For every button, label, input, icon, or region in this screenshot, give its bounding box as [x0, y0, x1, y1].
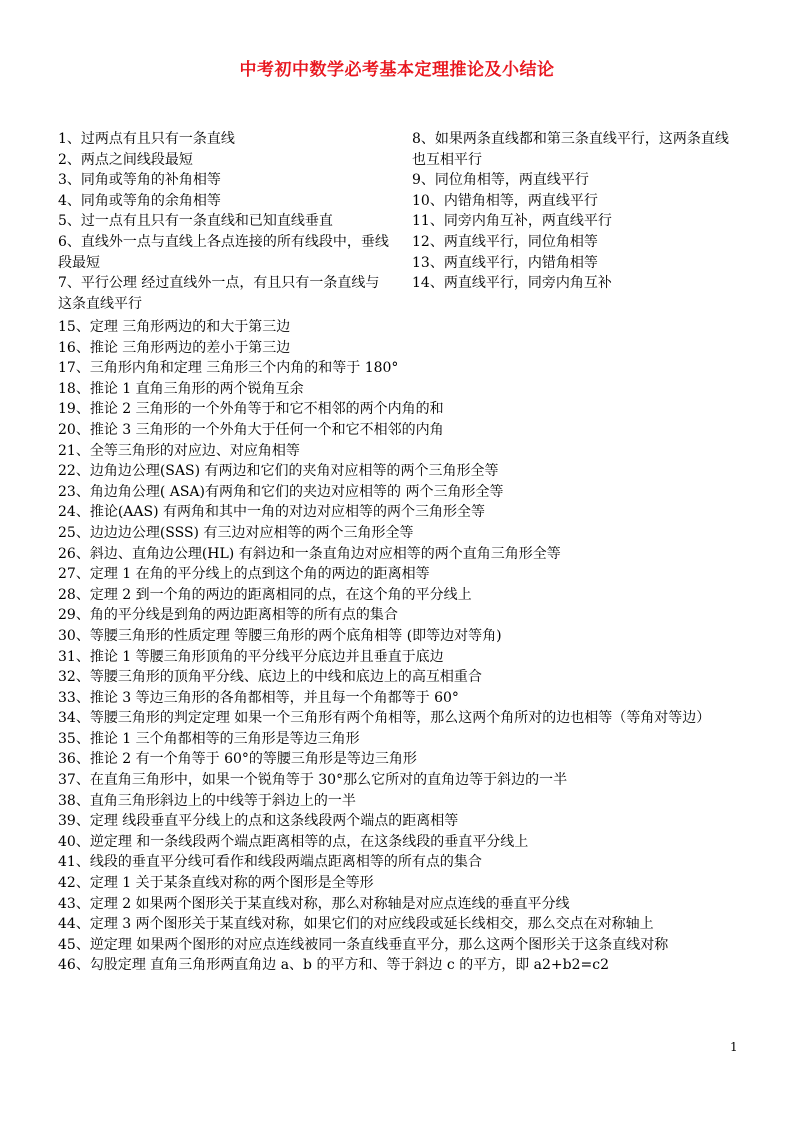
list-item: 32、等腰三角形的顶角平分线、底边上的中线和底边上的高互相重合: [58, 669, 482, 686]
list-item: 29、角的平分线是到角的两边距离相等的所有点的集合: [58, 607, 398, 624]
list-item: 2、两点之间线段最短: [58, 151, 193, 168]
left-column: [58, 129, 390, 314]
list-item: 20、推论 3 三角形的一个外角大于任何一个和它不相邻的内角: [58, 421, 444, 438]
list-item: 7、平行公理 经过直线外一点，有且只有一条直线与这条直线平行: [58, 275, 380, 312]
list-item: 1、过两点有且只有一条直线: [58, 131, 235, 147]
list-item: 38、直角三角形斜边上的中线等于斜边上的一半: [58, 792, 356, 809]
list-item: 3、同角或等角的补角相等: [58, 172, 221, 189]
page-title: 中考初中数学必考基本定理推论及小结论: [239, 60, 555, 80]
list-item: 8、如果两条直线都和第三条直线平行，这两条直线也互相平行: [412, 131, 729, 168]
list-item: 21、全等三角形的对应边、对应角相等: [58, 442, 300, 459]
list-item: 22、边角边公理(SAS) 有两边和它们的夹角对应相等的两个三角形全等: [58, 463, 499, 480]
list-item: 37、在直角三角形中，如果一个锐角等于 30°那么它所对的直角边等于斜边的一半: [58, 772, 568, 789]
theorem-list: [58, 317, 742, 976]
list-item: 13、两直线平行，内错角相等: [412, 254, 598, 271]
list-item: 46、勾股定理 直角三角形两直角边 a、b 的平方和、等于斜边 c 的平方，即 a2+b2=c2: [58, 957, 609, 974]
list-item: 40、逆定理 和一条线段两个端点距离相等的点，在这条线段的垂直平分线上: [58, 833, 529, 850]
list-item: 33、推论 3 等边三角形的各角都相等，并且每一个角都等于 60°: [58, 689, 459, 706]
right-column: [412, 129, 738, 294]
list-item: 4、同角或等角的余角相等: [58, 192, 221, 209]
list-item: 35、推论 1 三个角都相等的三角形是等边三角形: [58, 730, 360, 747]
list-item: 39、定理 线段垂直平分线上的点和这条线段两个端点的距离相等: [58, 813, 459, 830]
list-item: 17、三角形内角和定理 三角形三个内角的和等于 180°: [58, 360, 399, 377]
list-item: 12、两直线平行，同位角相等: [412, 233, 598, 250]
list-item: 28、定理 2 到一个角的两边的距离相同的点，在这个角的平分线上: [58, 586, 472, 603]
list-item: 9、同位角相等，两直线平行: [412, 172, 589, 189]
list-item: 36、推论 2 有一个角等于 60°的等腰三角形是等边三角形: [58, 751, 417, 768]
list-item: 41、线段的垂直平分线可看作和线段两端点距离相等的所有点的集合: [58, 854, 482, 871]
list-item: 31、推论 1 等腰三角形顶角的平分线平分底边并且垂直于底边: [58, 648, 444, 665]
list-item: 23、角边角公理( ASA)有两角和它们的夹边对应相等的 两个三角形全等: [58, 483, 504, 500]
list-item: 44、定理 3 两个图形关于某直线对称，如果它们的对应线段或延长线相交，那么交点在对称轴上: [58, 916, 654, 933]
list-item: 30、等腰三角形的性质定理 等腰三角形的两个底角相等 (即等边对等角): [58, 627, 502, 644]
list-item: 34、等腰三角形的判定定理 如果一个三角形有两个角相等，那么这两个角所对的边也相等（等角对等边）: [58, 710, 711, 727]
list-item: 6、直线外一点与直线上各点连接的所有线段中，垂线段最短: [58, 233, 389, 271]
list-item: 43、定理 2 如果两个图形关于某直线对称，那么对称轴是对应点连线的垂直平分线: [58, 895, 570, 912]
list-item: 16、推论 三角形两边的差小于第三边: [58, 339, 291, 356]
page-number: 1: [730, 1040, 738, 1054]
list-item: 18、推论 1 直角三角形的两个锐角互余: [58, 380, 304, 397]
list-item: 25、边边边公理(SSS) 有三边对应相等的两个三角形全等: [58, 524, 414, 541]
list-item: 27、定理 1 在角的平分线上的点到这个角的两边的距离相等: [58, 566, 430, 583]
list-item: 5、过一点有且只有一条直线和已知直线垂直: [58, 213, 333, 230]
list-item: 15、定理 三角形两边的和大于第三边: [58, 319, 291, 335]
list-item: 42、定理 1 关于某条直线对称的两个图形是全等形: [58, 875, 374, 892]
list-item: 19、推论 2 三角形的一个外角等于和它不相邻的两个内角的和: [58, 401, 444, 418]
list-item: 11、同旁内角互补，两直线平行: [412, 213, 612, 230]
list-item: 24、推论(AAS) 有两角和其中一角的对边对应相等的两个三角形全等: [58, 504, 485, 521]
list-item: 26、斜边、直角边公理(HL) 有斜边和一条直角边对应相等的两个直角三角形全等: [58, 545, 561, 562]
list-item: 10、内错角相等，两直线平行: [412, 192, 598, 209]
list-item: 45、逆定理 如果两个图形的对应点连线被同一条直线垂直平分，那么这两个图形关于这条直线对称: [58, 936, 669, 953]
list-item: 14、两直线平行，同旁内角互补: [412, 275, 612, 292]
